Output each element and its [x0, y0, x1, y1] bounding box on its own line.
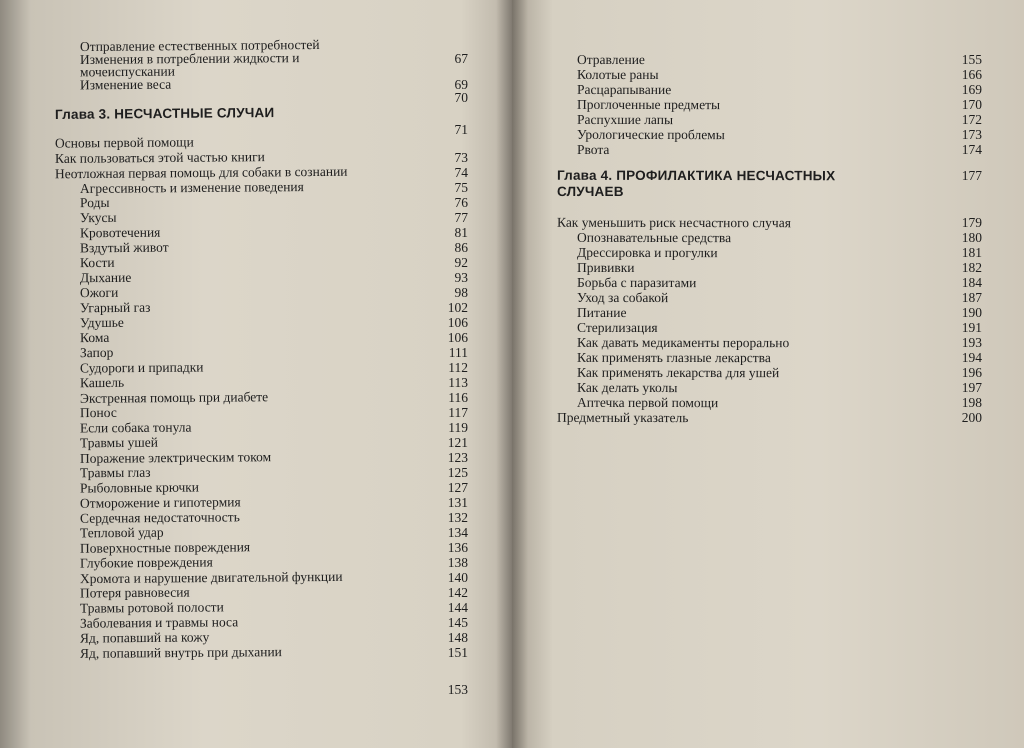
toc-page-number: 148 [447, 630, 468, 645]
toc-page-number: 116 [448, 390, 468, 405]
toc-entry-title: Агрессивность и изменение поведения [79, 179, 304, 196]
toc-page-number: 70 [454, 90, 468, 105]
toc-entry-title: Основы первой помощи [54, 134, 194, 151]
toc-page-number: 197 [961, 380, 982, 395]
toc-entry-title: Аптечка первой помощи [576, 394, 719, 411]
toc-entry-title: Колотые раны [576, 66, 659, 83]
toc-page-number: 134 [447, 525, 468, 540]
toc-entry-title: Прививки [576, 259, 635, 276]
toc-page-number: 172 [961, 112, 982, 127]
toc-entry-title: Травмы глаз [79, 464, 151, 481]
toc-entry-title: Проглоченные предметы [576, 96, 721, 113]
toc-entry-title: Как применять лекарства для ушей [576, 364, 780, 381]
toc-entry-title: Удушье [79, 314, 124, 331]
toc-entry-title: Глубокие повреждения [79, 554, 213, 571]
toc-page-number: 182 [961, 260, 982, 275]
toc-entry-title: Стерилизация [576, 319, 658, 336]
toc-page-number: 132 [447, 510, 468, 525]
toc-entry-title: Питание [576, 304, 627, 321]
toc-page-number: 151 [447, 645, 468, 660]
toc-page-number: 136 [447, 540, 468, 555]
toc-page-number: 193 [961, 335, 982, 350]
toc-page-number: 198 [961, 395, 982, 410]
toc-page-number: 170 [961, 97, 982, 112]
toc-page-number: 102 [447, 300, 468, 315]
toc-entry-title: Потеря равновесия [79, 584, 190, 601]
toc-page-number: 92 [454, 255, 468, 270]
toc-page-number: 73 [454, 150, 468, 165]
toc-entry-title: Как применять глазные лекарства [576, 349, 771, 366]
toc-page-number: 173 [961, 127, 982, 142]
toc-entry-title: Травмы ушей [79, 434, 159, 451]
toc-page-number: 111 [448, 345, 468, 360]
toc-entry-title: Кровотечения [79, 224, 161, 241]
toc-page-number: 75 [454, 180, 468, 195]
toc-page-number: 71 [454, 122, 468, 137]
toc-page-number: 86 [454, 240, 468, 255]
toc-page-number: 180 [961, 230, 982, 245]
toc-entry-title: Укусы [79, 209, 117, 226]
toc-entry-title: Предметный указатель [556, 409, 689, 426]
toc-page-number: 119 [448, 420, 468, 435]
toc-page-number: 81 [454, 225, 468, 240]
toc-entry-title: Отправление естественных потребностей [79, 36, 320, 55]
toc-entry-title: Как давать медикаменты перорально [576, 334, 790, 351]
toc-page-number: 123 [447, 450, 468, 465]
toc-page-number: 131 [447, 495, 468, 510]
toc-entry-title: Распухшие лапы [576, 111, 674, 128]
toc-page-number: 121 [447, 435, 468, 450]
toc-page-number: 194 [961, 350, 982, 365]
toc-page-number: 113 [448, 375, 468, 390]
toc-entry-title: Кашель [79, 374, 125, 391]
toc-page-number: 196 [961, 365, 982, 380]
toc-entry-title: Яд, попавший внутрь при дыхании [79, 644, 282, 661]
toc-page-number: 166 [961, 67, 982, 82]
toc-entry-title: Поверхностные повреждения [79, 539, 251, 556]
toc-entry-title: Ожоги [79, 284, 119, 301]
toc-entry-title: Кости [79, 254, 115, 271]
toc-page-number: 179 [961, 215, 982, 230]
toc-page-number: 112 [448, 360, 468, 375]
toc-page-number: 138 [447, 555, 468, 570]
chapter-heading: Глава 3. НЕСЧАСТНЫЕ СЛУЧАИ [54, 105, 275, 122]
toc-page-number: 74 [454, 165, 468, 180]
toc-page-number: 191 [961, 320, 982, 335]
toc-entry-title: Яд, попавший на кожу [79, 629, 210, 646]
toc-entry-title: Угарный газ [79, 299, 151, 316]
toc-page-number: 76 [454, 195, 468, 210]
toc-page-number: 174 [961, 142, 982, 157]
toc-entry-title: Роды [79, 194, 110, 211]
toc-entry-title: Поражение электрическим током [79, 449, 272, 466]
toc-entry-title: Как уменьшить риск несчастного случая [556, 214, 791, 231]
toc-entry-title: Изменения в потреблении жидкости и [79, 50, 300, 67]
toc-page-number: 187 [961, 290, 982, 305]
chapter-heading: СЛУЧАЕВ [556, 183, 624, 200]
toc-entry-title: Рыболовные крючки [79, 479, 200, 496]
toc-page-number: 142 [447, 585, 468, 600]
toc-entry-title: Изменение веса [79, 76, 172, 93]
toc-page-number: 77 [454, 210, 468, 225]
toc-page-number: 106 [447, 315, 468, 330]
toc-page-number: 145 [447, 615, 468, 630]
toc-page-number: 127 [447, 480, 468, 495]
toc-page-number: 106 [447, 330, 468, 345]
toc-entry-title: Экстренная помощь при диабете [79, 389, 269, 406]
toc-entry-title: Запор [79, 344, 114, 361]
toc-page-number: 190 [961, 305, 982, 320]
toc-page-number: 69 [454, 77, 468, 92]
toc-entry-title: Вздутый живот [79, 239, 169, 256]
toc-entry-title: Судороги и припадки [79, 359, 204, 376]
toc-entry-title: Хромота и нарушение двигательной функции [79, 568, 343, 587]
toc-entry-title: Неотложная первая помощь для собаки в сознании [54, 163, 348, 182]
toc-page-number: 144 [447, 600, 468, 615]
toc-entry-title: Заболевания и травмы носа [79, 614, 239, 631]
toc-entry-title: Борьба с паразитами [576, 274, 697, 291]
toc-page-number: 200 [961, 410, 982, 425]
toc-entry-title: Тепловой удар [79, 524, 164, 541]
toc-page-number: 125 [447, 465, 468, 480]
toc-page-number: 98 [454, 285, 468, 300]
toc-entry-title: Опознавательные средства [576, 229, 732, 246]
toc-entry-title: Отравление [576, 51, 645, 68]
toc-page-number: 67 [454, 51, 468, 66]
toc-page-number: 177 [961, 168, 982, 183]
toc-entry-title: Отморожение и гипотермия [79, 494, 241, 511]
book-spine [496, 0, 528, 748]
chapter-heading: Глава 4. ПРОФИЛАКТИКА НЕСЧАСТНЫХ [556, 167, 836, 184]
toc-page-number: 155 [961, 52, 982, 67]
toc-entry-title: Понос [79, 404, 117, 421]
toc-entry-title: Рвота [576, 141, 610, 158]
toc-entry-title: Сердечная недостаточность [79, 509, 240, 526]
toc-entry-title: Как делать уколы [576, 379, 678, 396]
toc-entry-title: Травмы ротовой полости [79, 599, 224, 616]
toc-page-number: 184 [961, 275, 982, 290]
toc-entry-title: Как пользоваться этой частью книги [54, 149, 265, 166]
toc-entry-title: Уход за собакой [576, 289, 669, 306]
toc-entry-title: Если собака тонула [79, 419, 192, 436]
toc-entry-title: мочеиспускании [79, 63, 176, 80]
toc-entry-title: Кома [79, 329, 110, 346]
toc-entry-title: Урологические проблемы [576, 126, 725, 143]
toc-page-number: 181 [961, 245, 982, 260]
toc-entry-title: Расцарапывание [576, 81, 672, 98]
toc-page-number: 153 [447, 682, 468, 697]
toc-page-number: 93 [454, 270, 468, 285]
toc-page-number: 169 [961, 82, 982, 97]
right-page [512, 0, 1024, 748]
toc-entry-title: Дыхание [79, 269, 132, 286]
toc-page-number: 140 [447, 570, 468, 585]
toc-entry-title: Дрессировка и прогулки [576, 244, 718, 261]
toc-page-number: 117 [448, 405, 468, 420]
